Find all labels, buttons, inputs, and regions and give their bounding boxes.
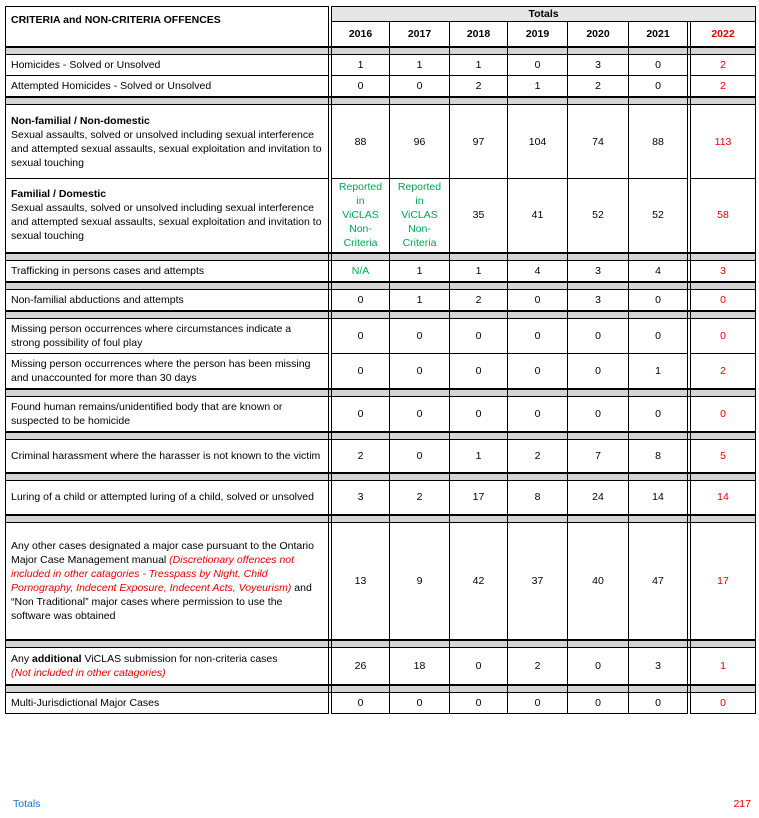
row-heading: Non-familial / Non-domestic <box>11 114 150 127</box>
cell-2019: 104 <box>508 105 568 179</box>
cell-2022: 1 <box>691 648 756 685</box>
cell-2016: 88 <box>332 105 390 179</box>
cell-2016: 0 <box>332 318 390 353</box>
row-note: (Not included in other catagories) <box>11 666 166 679</box>
cell-2016: 0 <box>332 692 390 713</box>
cell-2019: 0 <box>508 396 568 432</box>
cell-2017: 1 <box>390 55 450 76</box>
row-heading: Familial / Domestic <box>11 188 107 201</box>
row-label: Missing person occurrences where circumstances indicate a strong possibility of foul play <box>6 318 329 353</box>
cell-2022: 5 <box>691 439 756 473</box>
cell-2017: 0 <box>390 396 450 432</box>
cell-2018: 35 <box>450 179 508 253</box>
separator <box>6 47 756 55</box>
cell-2020: 24 <box>568 481 629 515</box>
row-text: Sexual assaults, solved or unsolved including sexual interference and attempted sexual assaults, sexual exploitation and invitation to sexual touching <box>11 202 322 243</box>
row-label: Criminal harassment where the harasser is not known to the victim <box>6 439 329 473</box>
cell-2016: 26 <box>332 648 390 685</box>
cell-2018: 2 <box>450 76 508 98</box>
cell-2021: 0 <box>629 692 688 713</box>
cell-2017: 0 <box>390 353 450 389</box>
table-row <box>6 692 756 713</box>
cell-2018: 0 <box>450 353 508 389</box>
separator <box>6 685 756 693</box>
separator <box>6 515 756 523</box>
cell-2019: 0 <box>508 289 568 311</box>
row-text-bold: additional <box>32 652 82 665</box>
cell-2017: 0 <box>390 318 450 353</box>
cell-2020: 3 <box>568 260 629 282</box>
row-label <box>6 105 329 179</box>
table-row <box>6 353 756 389</box>
cell-2020: 0 <box>568 648 629 685</box>
row-label <box>6 522 329 640</box>
year-2019: 2019 <box>508 22 568 48</box>
year-2016: 2016 <box>332 22 390 48</box>
row-note: (Discretionary offences not included in other catagories - Tresspass by Night, Child Pornography, Indecent Exposure, Indecent Acts, Voyeurism) <box>11 553 295 594</box>
table-row <box>6 105 756 179</box>
cell-2020: 0 <box>568 692 629 713</box>
table-row <box>6 179 756 253</box>
table-row <box>6 76 756 98</box>
table-row <box>6 318 756 353</box>
cell-2017: 0 <box>390 692 450 713</box>
cell-2017: Reported in ViCLAS Non-Criteria <box>390 179 450 253</box>
row-text-continued: and “Non Traditional” major cases where permission to use the software was obtained <box>11 581 312 622</box>
separator <box>6 253 756 261</box>
cell-2019: 0 <box>508 353 568 389</box>
cell-2020: 0 <box>568 353 629 389</box>
separator <box>6 97 756 105</box>
header-row-1 <box>6 7 756 22</box>
cell-2018: 0 <box>450 648 508 685</box>
cell-2017: 18 <box>390 648 450 685</box>
cell-2016: 0 <box>332 353 390 389</box>
cell-2020: 74 <box>568 105 629 179</box>
cell-2020: 3 <box>568 289 629 311</box>
cell-2018: 1 <box>450 260 508 282</box>
cell-2017: 1 <box>390 289 450 311</box>
row-label: Found human remains/unidentified body that are known or suspected to be homicide <box>6 396 329 432</box>
cell-2022: 2 <box>691 55 756 76</box>
cell-2022: 0 <box>691 692 756 713</box>
cell-2021: 0 <box>629 289 688 311</box>
cell-2017: 96 <box>390 105 450 179</box>
cell-2021: 52 <box>629 179 688 253</box>
cell-2021: 3 <box>629 648 688 685</box>
cell-2021: 0 <box>629 318 688 353</box>
separator <box>6 640 756 648</box>
cell-2019: 8 <box>508 481 568 515</box>
row-label: Missing person occurrences where the person has been missing and unaccounted for more than 30 days <box>6 353 329 389</box>
cell-2017: 2 <box>390 481 450 515</box>
cell-2020: 0 <box>568 318 629 353</box>
cell-2016: 1 <box>332 55 390 76</box>
cell-2019: 41 <box>508 179 568 253</box>
cell-2017: 1 <box>390 260 450 282</box>
cell-2019: 4 <box>508 260 568 282</box>
cell-2018: 1 <box>450 439 508 473</box>
row-label: Multi-Jurisdictional Major Cases <box>6 692 329 713</box>
row-label: Trafficking in persons cases and attempts <box>6 260 329 282</box>
table-row <box>6 289 756 311</box>
cell-2018: 97 <box>450 105 508 179</box>
cell-2016: 0 <box>332 289 390 311</box>
cell-2021: 4 <box>629 260 688 282</box>
totals-label: Totals <box>13 798 41 810</box>
cell-2019: 0 <box>508 55 568 76</box>
cell-2017: 0 <box>390 76 450 98</box>
year-2022: 2022 <box>691 22 756 48</box>
cell-2018: 2 <box>450 289 508 311</box>
cell-2022: 0 <box>691 318 756 353</box>
cell-2021: 47 <box>629 522 688 640</box>
table-row <box>6 55 756 76</box>
cell-2020: 40 <box>568 522 629 640</box>
cell-2022: 2 <box>691 76 756 98</box>
table-row <box>6 396 756 432</box>
cell-2016: 2 <box>332 439 390 473</box>
row-text: Sexual assaults, solved or unsolved including sexual interference and attempted sexual assaults, sexual exploitation and invitation to sexual touching <box>11 128 322 169</box>
cell-2017: 0 <box>390 439 450 473</box>
table-row <box>6 648 756 685</box>
cell-2021: 14 <box>629 481 688 515</box>
cell-2018: 0 <box>450 318 508 353</box>
separator <box>6 389 756 397</box>
row-text: Any other cases designated a major case pursuant to the Ontario Major Case Management manual <box>11 539 314 566</box>
offences-table-container <box>5 6 755 714</box>
cell-2021: 0 <box>629 396 688 432</box>
cell-2019: 37 <box>508 522 568 640</box>
cell-2020: 0 <box>568 396 629 432</box>
cell-2018: 42 <box>450 522 508 640</box>
table-row <box>6 260 756 282</box>
table-row <box>6 481 756 515</box>
row-label: Non-familial abductions and attempts <box>6 289 329 311</box>
separator <box>6 473 756 481</box>
year-2021: 2021 <box>629 22 688 48</box>
cell-2018: 0 <box>450 396 508 432</box>
separator <box>6 311 756 319</box>
year-2020: 2020 <box>568 22 629 48</box>
row-text: Any <box>11 652 33 665</box>
cell-2021: 88 <box>629 105 688 179</box>
cell-2021: 1 <box>629 353 688 389</box>
cell-2022: 17 <box>691 522 756 640</box>
cell-2020: 52 <box>568 179 629 253</box>
table-title: CRITERIA and NON-CRITERIA OFFENCES <box>6 7 329 48</box>
offences-table <box>5 6 756 714</box>
cell-2019: 0 <box>508 692 568 713</box>
separator <box>6 282 756 290</box>
cell-2018: 1 <box>450 55 508 76</box>
cell-2016: 13 <box>332 522 390 640</box>
cell-2022: 58 <box>691 179 756 253</box>
row-label: Homicides - Solved or Unsolved <box>6 55 329 76</box>
table-row <box>6 522 756 640</box>
cell-2018: 17 <box>450 481 508 515</box>
cell-2022: 3 <box>691 260 756 282</box>
row-label <box>6 648 329 685</box>
cell-2022: 2 <box>691 353 756 389</box>
cell-2019: 2 <box>508 648 568 685</box>
totals-header: Totals <box>332 7 756 22</box>
cell-2019: 2 <box>508 439 568 473</box>
year-2018: 2018 <box>450 22 508 48</box>
cell-2019: 1 <box>508 76 568 98</box>
cell-2016: 0 <box>332 76 390 98</box>
cell-2016: 3 <box>332 481 390 515</box>
cell-2018: 0 <box>450 692 508 713</box>
cell-2021: 0 <box>629 76 688 98</box>
cell-2016: Reported in ViCLAS Non-Criteria <box>332 179 390 253</box>
cell-2022: 0 <box>691 396 756 432</box>
cell-2017: 9 <box>390 522 450 640</box>
table-row <box>6 439 756 473</box>
cell-2022: 0 <box>691 289 756 311</box>
cell-2022: 14 <box>691 481 756 515</box>
separator <box>6 432 756 440</box>
year-2017: 2017 <box>390 22 450 48</box>
totals-value: 217 <box>733 798 751 810</box>
cell-2019: 0 <box>508 318 568 353</box>
cell-2020: 7 <box>568 439 629 473</box>
row-label: Luring of a child or attempted luring of a child, solved or unsolved <box>6 481 329 515</box>
cell-2021: 8 <box>629 439 688 473</box>
cell-2016: N/A <box>332 260 390 282</box>
row-text-continued: ViCLAS submission for non-criteria cases <box>81 652 278 665</box>
cell-2022: 113 <box>691 105 756 179</box>
row-label <box>6 179 329 253</box>
cell-2021: 0 <box>629 55 688 76</box>
cell-2020: 2 <box>568 76 629 98</box>
cell-2016: 0 <box>332 396 390 432</box>
cell-2020: 3 <box>568 55 629 76</box>
row-label: Attempted Homicides - Solved or Unsolved <box>6 76 329 98</box>
